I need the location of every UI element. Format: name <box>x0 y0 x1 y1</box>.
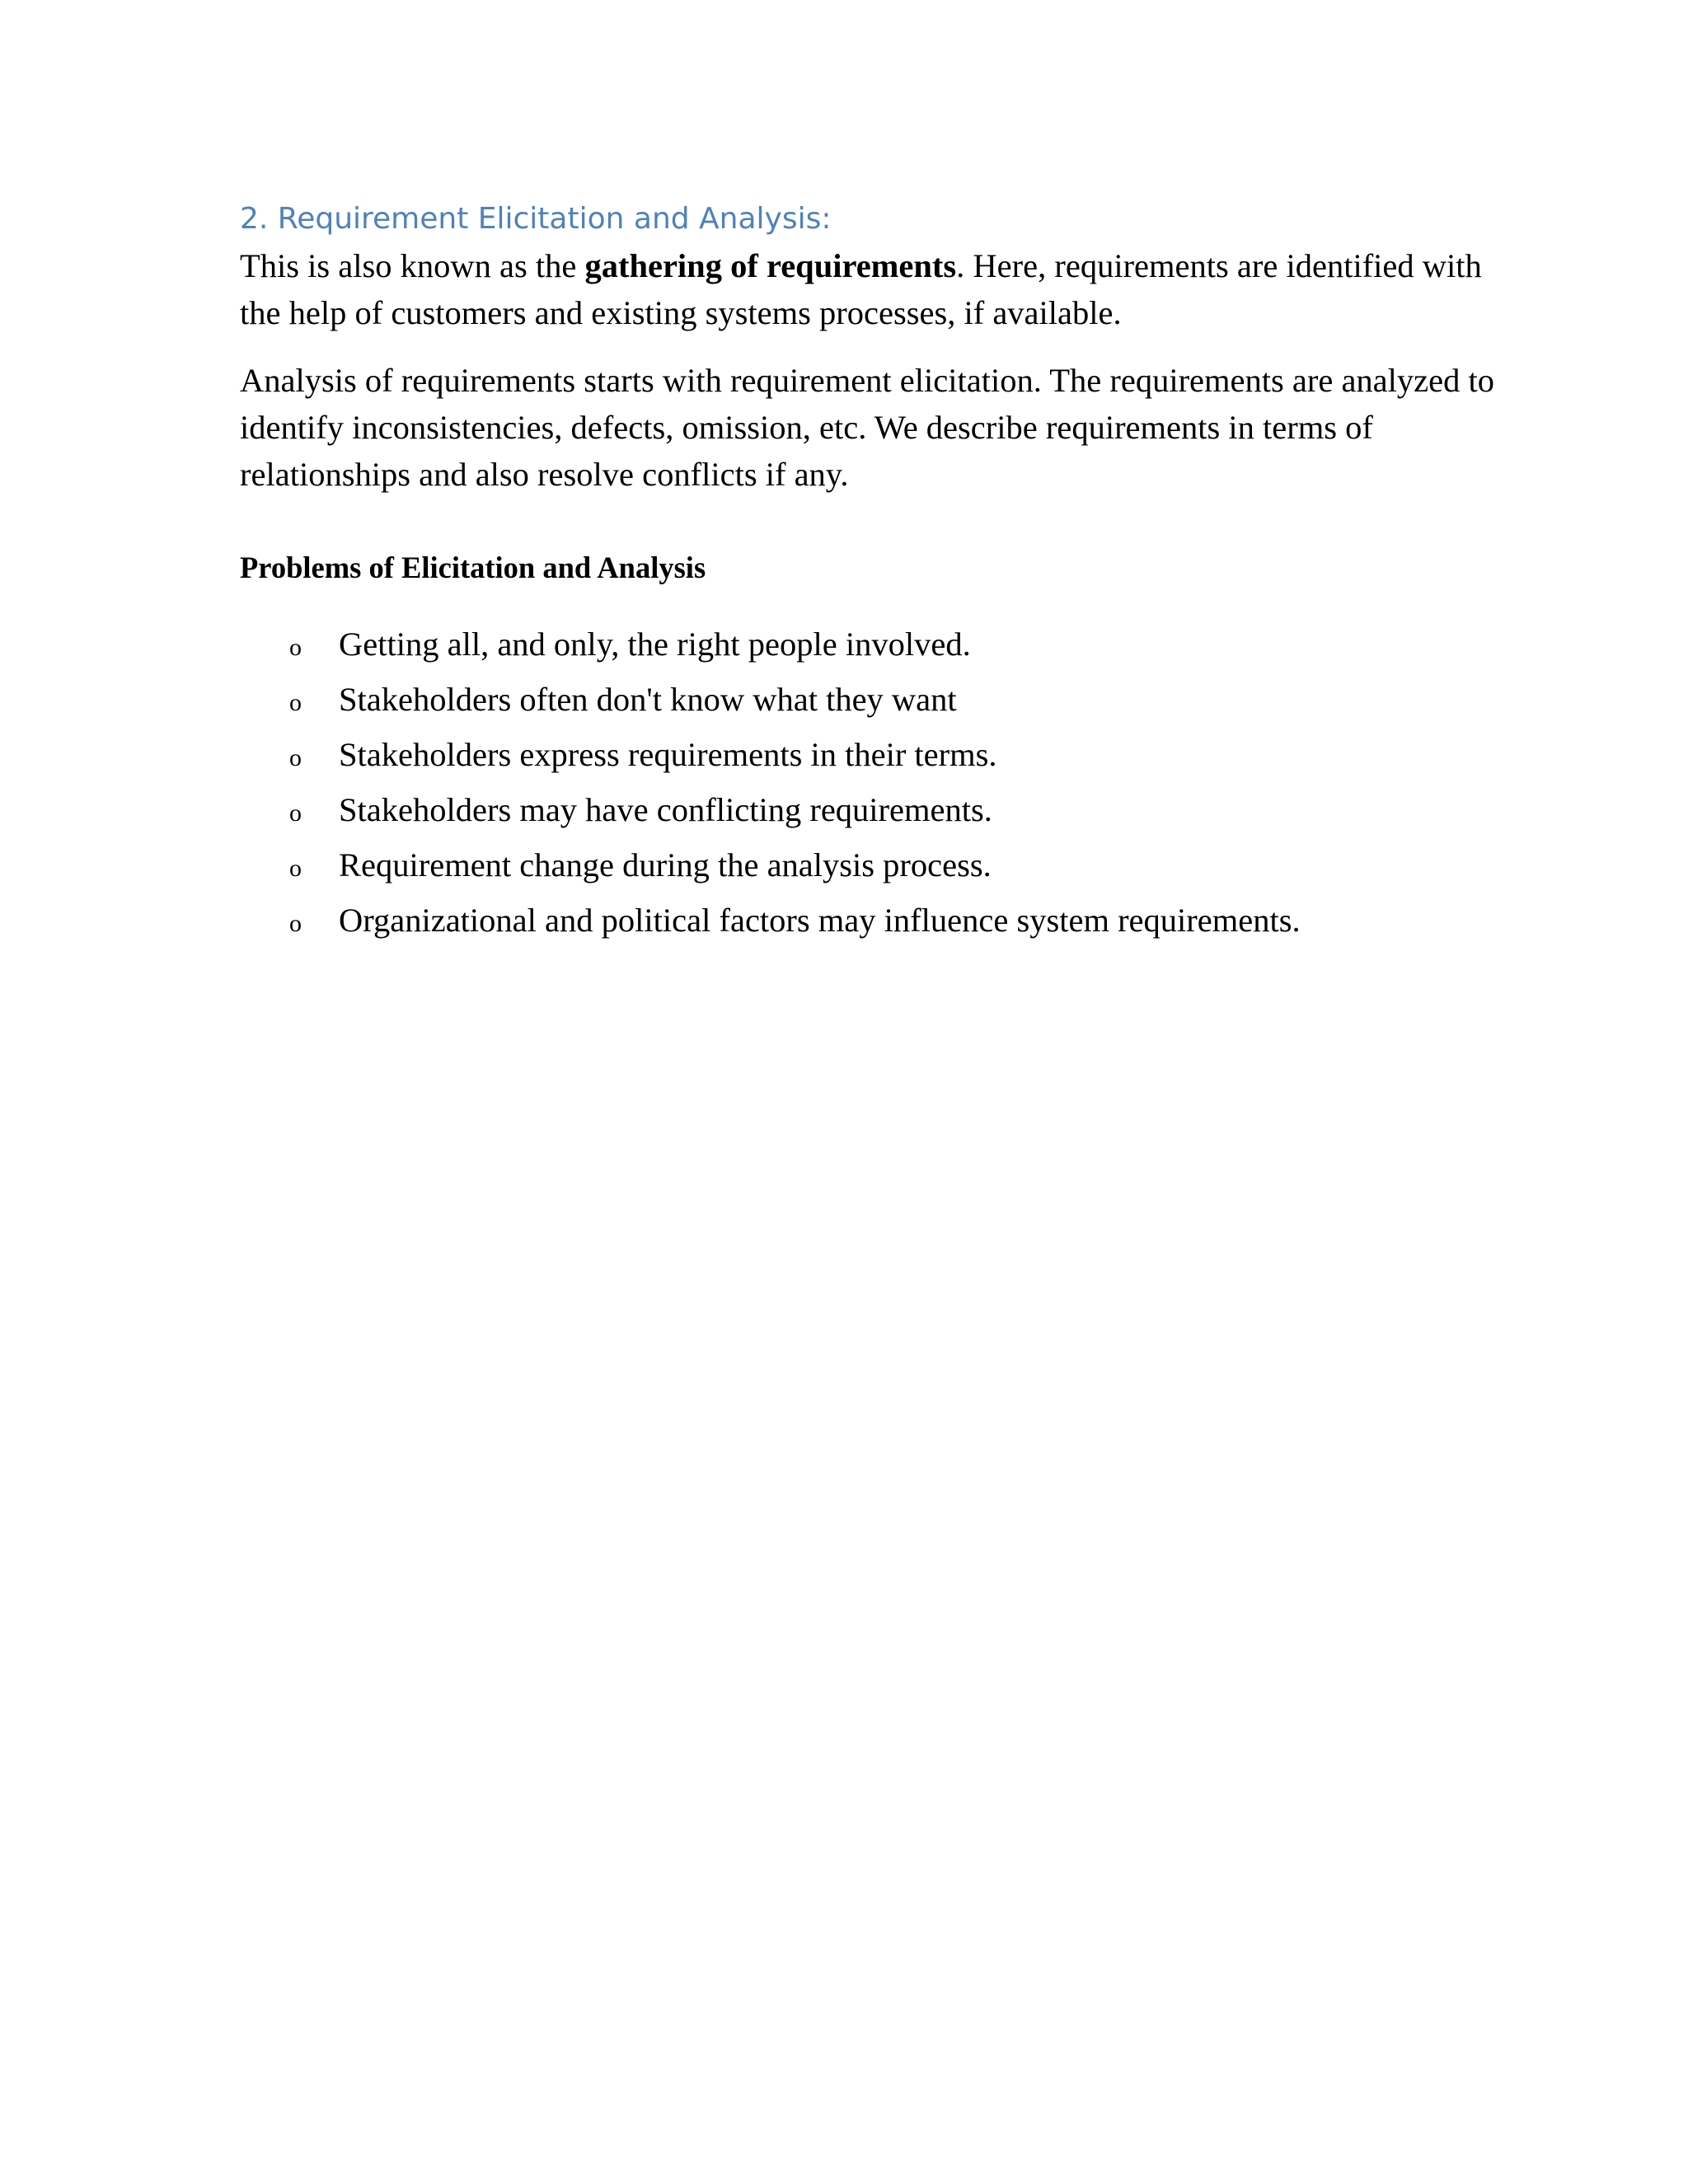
bullet-icon: o <box>289 855 302 882</box>
bullet-icon: o <box>289 799 302 827</box>
list-item <box>240 673 1509 729</box>
list-item-text: Requirement change during the analysis process. <box>339 846 992 883</box>
problems-subheading: Problems of Elicitation and Analysis <box>240 551 706 584</box>
list-item-text: Stakeholders express requirements in their terms. <box>339 736 997 773</box>
list-item <box>240 729 1509 784</box>
intro-bold-term: gathering of requirements <box>584 247 957 284</box>
bullet-icon: o <box>289 744 302 771</box>
list-item-text: Organizational and political factors may influence system requirements. <box>339 902 1301 939</box>
intro-paragraph <box>240 242 1509 336</box>
intro-text-start: This is also known as the <box>240 247 585 284</box>
list-item <box>240 784 1509 839</box>
list-item-text: Stakeholders often don't know what they want <box>339 681 957 718</box>
list-item-text: Getting all, and only, the right people involved. <box>339 626 971 663</box>
bullet-icon: o <box>289 689 302 716</box>
analysis-paragraph: Analysis of requirements starts with requirement elicitation. The requirements are analyzed to identify inconsistencies, defects, omission, etc. We describe requirements in terms of relationships and also resolve conflicts if any. <box>240 362 1494 493</box>
intro-text-end: . Here, requirements are identified with the help of customers and existing systems processes, if available. <box>240 247 1482 331</box>
list-item <box>240 618 1509 673</box>
list-item-text: Stakeholders may have conflicting requirements. <box>339 791 992 828</box>
bullet-icon: o <box>289 634 302 661</box>
problems-list <box>240 618 1509 949</box>
document-content <box>240 196 1509 949</box>
list-item <box>240 839 1509 894</box>
list-item <box>240 894 1509 949</box>
bullet-icon: o <box>289 910 302 937</box>
section-heading: 2. Requirement Elicitation and Analysis: <box>240 202 832 236</box>
